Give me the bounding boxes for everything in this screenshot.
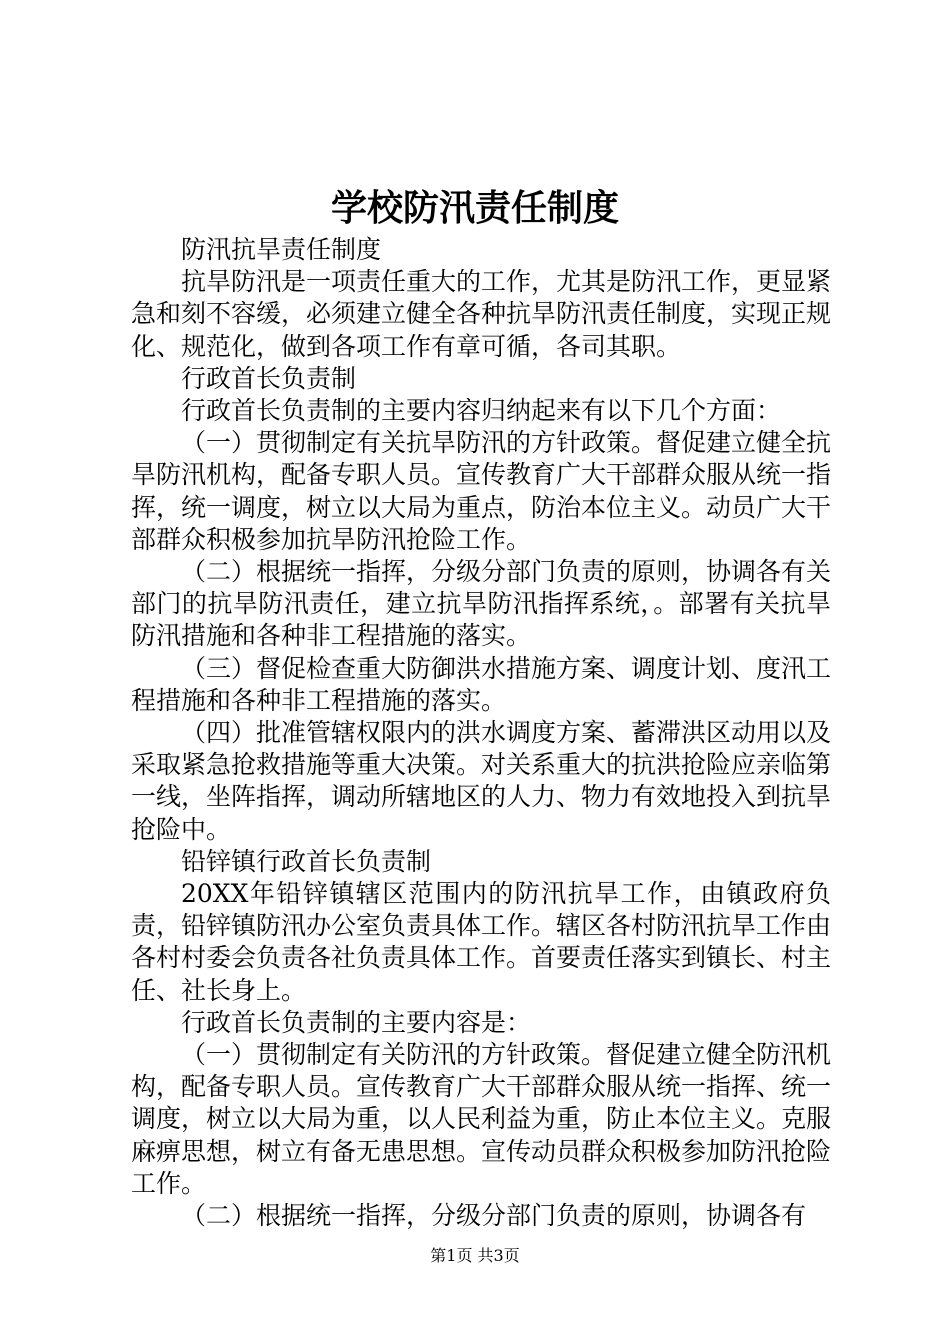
- paragraph-town-content-lead: 行政首长负责制的主要内容是：: [181, 1007, 532, 1037]
- paragraph-heading-admin-chief: 行政首长负责制: [181, 363, 357, 393]
- paragraph-town-overview: 20XX年铅锌镇辖区范围内的防汛抗旱工作，由镇政府负责，铅锌镇防汛办公室负责具体工作。辖区各村防汛抗旱工作由各村村委会负责各社负责具体工作。首要责任落实到镇长、村主任、社长身上。: [131, 879, 832, 1005]
- paragraph-intro: 抗旱防汛是一项责任重大的工作，尤其是防汛工作，更显紧急和刻不容缓，必须建立健全各种抗旱防汛责任制度，实现正规化、规范化，做到各项工作有章可循，各司其职。: [131, 267, 832, 361]
- paragraph-admin-chief-summary: 行政首长负责制的主要内容归纳起来有以下几个方面：: [181, 396, 782, 426]
- paragraph-item-4: （四）批准管辖权限内的洪水调度方案、蓄滞洪区动用以及采取紧急抢救措施等重大决策。对关系重大的抗洪抢险应亲临第一线，坐阵指挥，调动所辖地区的人力、物力有效地投入到抗旱抢险中。: [131, 718, 832, 844]
- paragraph-town-item-2: （二）根据统一指挥，分级分部门负责的原则，协调各有: [181, 1201, 807, 1231]
- paragraph-town-item-1: （一）贯彻制定有关防汛的方针政策。督促建立健全防汛机构，配备专职人员。宣传教育广大干部群众服从统一指挥、统一调度，树立以大局为重，以人民利益为重，防止本位主义。克服麻痹思想，树立有备无患思想。宣传动员群众积极参加防汛抢险工作。: [131, 1040, 832, 1198]
- paragraph-item-1: （一）贯彻制定有关抗旱防汛的方针政策。督促建立健全抗旱防汛机构，配备专职人员。宣传教育广大干部群众服从统一指挥，统一调度，树立以大局为重点，防治本位主义。动员广大干部群众积极参加抗旱防汛抢险工作。: [131, 428, 832, 554]
- page-title: 学校防汛责任制度: [330, 187, 619, 229]
- document-body: [131, 234, 831, 1232]
- paragraph-heading-flood-drought: 防汛抗旱责任制度: [181, 235, 382, 264]
- paragraph-heading-town-chief: 铅锌镇行政首长负责制: [181, 846, 432, 876]
- paragraph-item-2: （二）根据统一指挥，分级分部门负责的原则，协调各有关部门的抗旱防汛责任，建立抗旱防汛指挥系统，。部署有关抗旱防汛措施和各种非工程措施的落实。: [131, 557, 832, 651]
- paragraph-item-3: （三）督促检查重大防御洪水措施方案、调度计划、度汛工程措施和各种非工程措施的落实。: [131, 653, 832, 715]
- page-footer: 第1页 共3页: [430, 1246, 520, 1265]
